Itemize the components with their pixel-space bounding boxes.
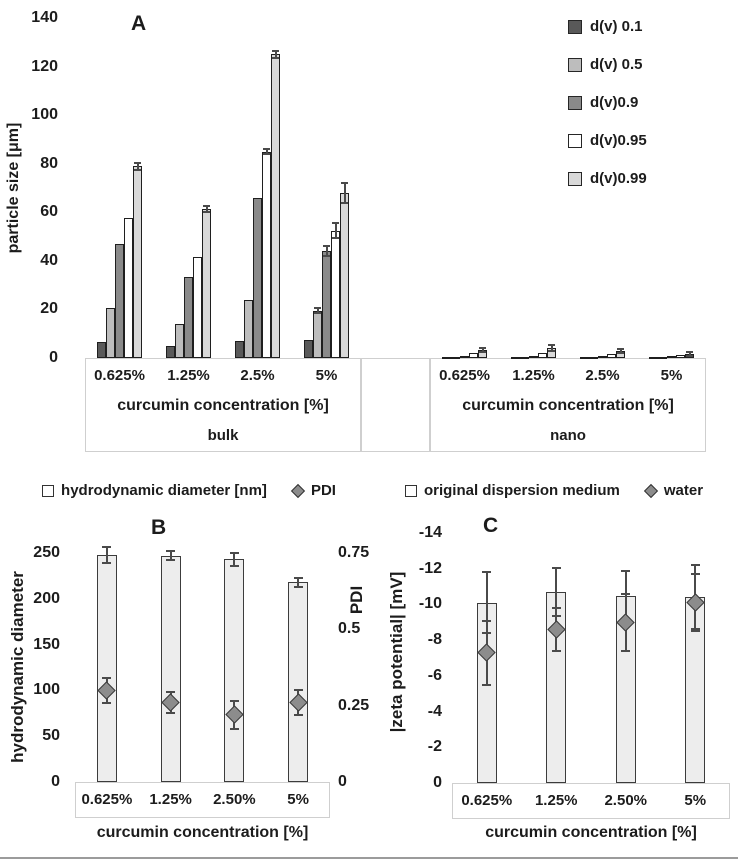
a-bar-series-4 xyxy=(133,166,142,358)
a-legend-label: d(v)0.99 xyxy=(590,170,647,187)
error-bar-cap xyxy=(314,307,321,309)
b-y-tick-label-left: 150 xyxy=(33,635,60,653)
a-bar-series-3 xyxy=(538,353,547,358)
panel-a-letter: A xyxy=(131,12,147,35)
error-bar-cap xyxy=(102,546,111,548)
error-bar-cap xyxy=(691,630,700,632)
error-bar-cap xyxy=(686,351,693,353)
bar-swatch-icon xyxy=(405,485,417,497)
b-bar-hydrodynamic-diameter xyxy=(97,555,117,782)
error-bar-cap xyxy=(230,565,239,567)
error-bar-cap xyxy=(482,620,491,622)
b-x-category-label: 0.625% xyxy=(81,791,133,808)
c-x-category-label: 1.25% xyxy=(534,792,578,809)
a-legend-label: d(v)0.95 xyxy=(590,132,647,149)
a-bar-series-0 xyxy=(511,357,520,359)
a-bar-series-0 xyxy=(235,341,244,358)
panel-b-legend xyxy=(0,482,378,499)
a-x-category-label: 1.25% xyxy=(167,367,210,384)
error-bar-cap xyxy=(479,347,486,349)
a-bar-series-0 xyxy=(166,346,175,358)
a-x-category-label: 2.5% xyxy=(240,367,275,384)
error-bar-cap xyxy=(548,344,555,346)
a-legend-swatch-3 xyxy=(568,134,582,148)
a-bar-series-2 xyxy=(115,244,124,358)
a-group-label: bulk xyxy=(207,427,239,444)
b-y-tick-label-right: 0 xyxy=(338,773,347,790)
a-bar-series-3 xyxy=(262,152,271,358)
legend-label-water: water xyxy=(663,482,704,499)
b-y-tick-label-right: 0.25 xyxy=(338,696,370,714)
c-y-tick-label: -4 xyxy=(427,702,442,720)
a-bar-series-0 xyxy=(580,357,589,359)
b-y-tick-label-left: 200 xyxy=(33,589,60,607)
error-bar-cap xyxy=(691,573,700,575)
a-category-axis-gap-box xyxy=(361,358,430,452)
b-x-category-label: 5% xyxy=(287,791,309,808)
a-bar-series-3 xyxy=(124,218,133,358)
b-y-axis-label-left: hydrodynamic diameter xyxy=(8,571,27,763)
a-y-tick-label: 40 xyxy=(40,251,58,269)
error-bar-cap xyxy=(332,237,339,239)
error-bar-cap xyxy=(323,255,330,257)
error-bar-cap xyxy=(203,211,210,213)
error-bar-cap xyxy=(263,148,270,150)
error-bar-cap xyxy=(230,700,239,702)
a-y-tick-label: 0 xyxy=(49,349,58,366)
a-bar-series-1 xyxy=(451,357,460,359)
a-y-tick-label: 120 xyxy=(31,57,58,75)
a-x-category-label: 0.625% xyxy=(94,367,145,384)
a-legend-swatch-4 xyxy=(568,172,582,186)
error-bar-cap xyxy=(166,550,175,552)
c-y-tick-label: -8 xyxy=(427,631,442,649)
a-bar-series-2 xyxy=(598,356,607,358)
a-bar-series-4 xyxy=(271,54,280,358)
c-y-axis-label: |zeta potential| [mV] xyxy=(387,571,406,733)
error-bar-cap xyxy=(166,559,175,561)
error-bar-cap xyxy=(621,650,630,652)
error-bar-cap xyxy=(332,222,339,224)
b-x-category-label: 2.50% xyxy=(213,791,256,808)
a-legend-label: d(v)0.9 xyxy=(590,94,639,111)
error-bar-cap xyxy=(479,351,486,353)
a-bar-series-4 xyxy=(340,193,349,358)
panel-c-legend xyxy=(370,482,738,499)
b-bar-hydrodynamic-diameter xyxy=(288,582,308,782)
a-x-category-label: 0.625% xyxy=(439,367,490,384)
c-y-tick-label: -10 xyxy=(418,595,442,613)
error-bar-cap xyxy=(272,50,279,52)
error-bar-cap xyxy=(134,162,141,164)
a-legend-swatch-0 xyxy=(568,20,582,34)
error-bar-cap xyxy=(617,348,624,350)
c-y-tick-label: -14 xyxy=(418,524,442,541)
b-y-tick-label-left: 250 xyxy=(33,544,60,561)
error-bar-cap xyxy=(482,684,491,686)
a-bar-series-1 xyxy=(658,357,667,359)
a-bar-series-1 xyxy=(175,324,184,358)
a-y-tick-label: 60 xyxy=(40,203,58,221)
a-bar-series-1 xyxy=(520,357,529,359)
error-bar-cap xyxy=(272,57,279,59)
a-x-category-label: 1.25% xyxy=(512,367,555,384)
error-bar-cap xyxy=(294,714,303,716)
c-y-tick-label: 0 xyxy=(433,774,442,791)
error-bar-cap xyxy=(482,571,491,573)
error-bar-cap xyxy=(548,350,555,352)
error-bar-cap xyxy=(686,355,693,357)
a-bar-series-4 xyxy=(202,209,211,358)
diamond-swatch-icon xyxy=(291,483,305,497)
error-bar-cap xyxy=(294,586,303,588)
b-y-tick-label-left: 100 xyxy=(33,681,60,699)
a-bar-series-3 xyxy=(676,355,685,358)
error-bar-cap xyxy=(166,712,175,714)
a-bar-series-1 xyxy=(244,300,253,358)
error-bar-line xyxy=(344,183,346,202)
c-x-axis-title: curcumin concentration [%] xyxy=(485,824,697,841)
a-bar-series-2 xyxy=(529,356,538,358)
a-legend-label: d(v) 0.5 xyxy=(590,56,643,73)
error-bar-cap xyxy=(263,153,270,155)
a-bar-series-2 xyxy=(184,277,193,358)
a-x-category-label: 5% xyxy=(315,367,338,384)
a-bar-series-0 xyxy=(97,342,106,358)
error-bar-cap xyxy=(552,607,561,609)
error-bar-cap xyxy=(203,205,210,207)
error-bar-cap xyxy=(102,677,111,679)
a-bar-series-3 xyxy=(331,231,340,359)
a-bar-series-3 xyxy=(607,354,616,358)
c-y-tick-label: -2 xyxy=(427,738,442,756)
c-y-tick-label: -6 xyxy=(427,666,442,684)
a-x-category-label: 5% xyxy=(660,367,683,384)
a-x-axis-title: curcumin concentration [%] xyxy=(117,397,329,414)
a-bar-series-3 xyxy=(193,257,202,358)
a-x-category-label: 2.5% xyxy=(585,367,620,384)
error-bar-cap xyxy=(621,570,630,572)
b-y-tick-label-left: 0 xyxy=(51,773,60,790)
diamond-swatch-icon xyxy=(644,483,658,497)
a-y-tick-label: 140 xyxy=(31,9,58,26)
panel-b-letter: B xyxy=(151,516,167,539)
c-y-tick-label: -12 xyxy=(418,559,442,577)
a-bar-series-2 xyxy=(253,198,262,358)
error-bar-cap xyxy=(323,245,330,247)
a-legend-swatch-1 xyxy=(568,58,582,72)
bar-swatch-icon xyxy=(42,485,54,497)
error-bar-cap xyxy=(621,593,630,595)
error-bar-line xyxy=(335,223,337,238)
a-bar-series-2 xyxy=(667,356,676,358)
a-legend-label: d(v) 0.1 xyxy=(590,18,643,35)
error-bar-cap xyxy=(691,564,700,566)
error-bar-line xyxy=(106,547,108,563)
error-bar-cap xyxy=(552,567,561,569)
a-bar-series-3 xyxy=(469,353,478,358)
b-y-axis-label-right: PDI xyxy=(347,585,366,615)
a-bar-series-0 xyxy=(304,340,313,358)
a-bar-series-1 xyxy=(589,357,598,359)
a-bar-series-1 xyxy=(106,308,115,358)
a-group-label: nano xyxy=(550,427,586,444)
error-bar-cap xyxy=(617,352,624,354)
b-bar-hydrodynamic-diameter xyxy=(224,559,244,782)
c-x-category-label: 5% xyxy=(684,792,707,809)
c-x-category-label: 2.50% xyxy=(604,792,648,809)
a-y-tick-label: 100 xyxy=(31,106,58,124)
a-bar-series-0 xyxy=(442,357,451,359)
error-bar-cap xyxy=(294,577,303,579)
a-y-tick-label: 20 xyxy=(40,300,58,318)
legend-label-original-dispersion-medium: original dispersion medium xyxy=(423,482,620,499)
a-y-axis-label: particle size [μm] xyxy=(5,122,22,254)
panel-c-letter: C xyxy=(483,514,499,537)
error-bar-cap xyxy=(230,552,239,554)
error-bar-cap xyxy=(134,169,141,171)
error-bar-cap xyxy=(341,202,348,204)
b-x-category-label: 1.25% xyxy=(149,791,192,808)
a-bar-series-1 xyxy=(313,311,322,358)
error-bar-cap xyxy=(230,728,239,730)
error-bar-cap xyxy=(294,689,303,691)
figure-bottom-border xyxy=(0,857,738,859)
legend-label-pdi: PDI xyxy=(310,482,336,499)
error-bar-cap xyxy=(102,702,111,704)
b-y-tick-label-right: 0.5 xyxy=(338,620,361,638)
a-x-axis-title: curcumin concentration [%] xyxy=(462,397,674,414)
a-bar-series-2 xyxy=(322,251,331,358)
b-y-tick-label-left: 50 xyxy=(42,727,60,745)
c-x-category-label: 0.625% xyxy=(461,792,513,809)
legend-label-hydrodynamic-diameter: hydrodynamic diameter [nm] xyxy=(61,482,267,499)
b-x-axis-title: curcumin concentration [%] xyxy=(96,824,309,841)
a-y-tick-label: 80 xyxy=(40,154,58,172)
error-bar-cap xyxy=(341,182,348,184)
error-bar-cap xyxy=(102,562,111,564)
a-bar-series-2 xyxy=(460,356,469,358)
error-bar-cap xyxy=(552,650,561,652)
a-legend-swatch-2 xyxy=(568,96,582,110)
b-y-tick-label-right: 0.75 xyxy=(338,544,370,561)
b-bar-hydrodynamic-diameter xyxy=(161,556,181,782)
a-bar-series-0 xyxy=(649,357,658,359)
error-bar-cap xyxy=(314,312,321,314)
